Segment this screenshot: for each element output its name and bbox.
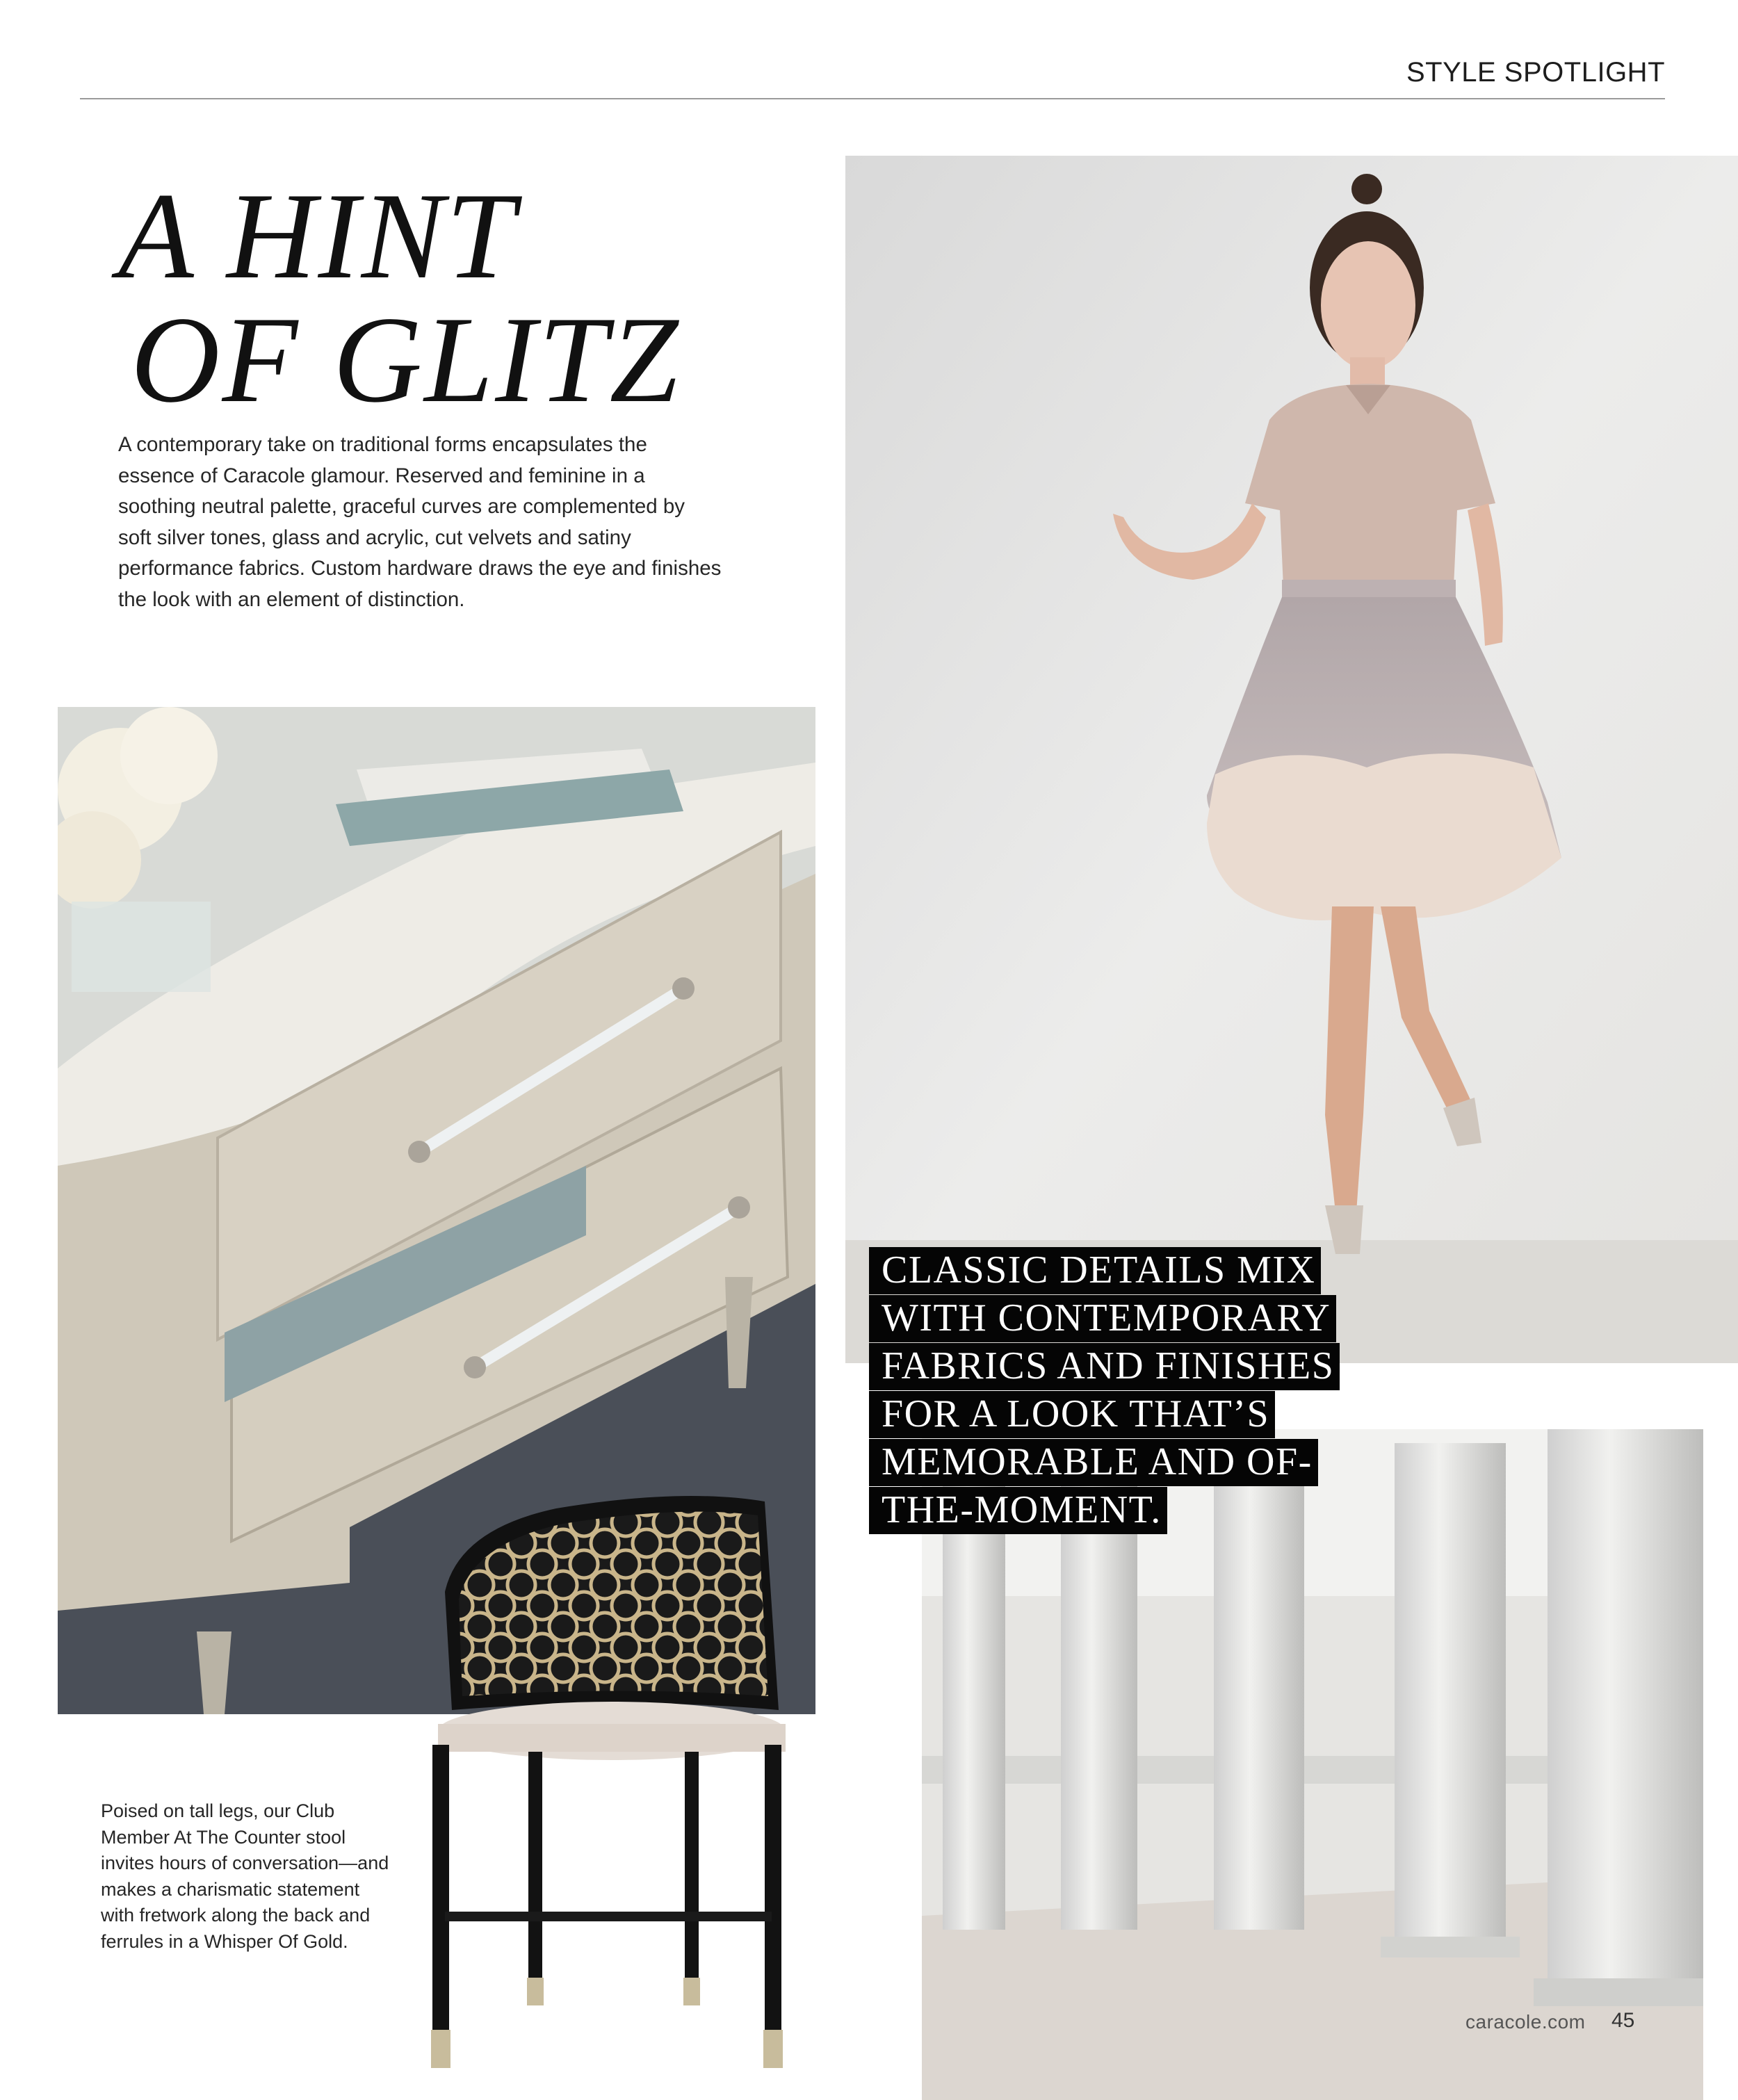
header-rule [80, 98, 1665, 99]
model-photo [845, 156, 1738, 1363]
footer-website: caracole.com [1465, 2011, 1586, 2033]
stool-caption: Poised on tall legs, our Club Member At The Counter stool invites hours of conversation—and makes a charismatic statement with fretwork along the back and ferrules in a Whisper Of Gold. [101, 1800, 389, 1952]
pull-quote-text: CLASSIC DETAILS MIX WITH CONTEMPORARY FABRICS AND FINISHES FOR A LOOK THAT’S MEMORABLE AND OF-THE-MOMENT. [869, 1247, 1340, 1534]
headline-line-1: A HINT [118, 167, 517, 304]
intro-paragraph: A contemporary take on traditional forms encapsulates the essence of Caracole glamour. Reserved and feminine in a soothing neutral palette, graceful curves are complemented by soft silver tones, glass and acrylic, cut velvets and satiny performance fabrics. Custom hardware draws the eye and finishes the look with an element of distinction. [118, 433, 722, 611]
headline [118, 167, 681, 428]
stool-photo [417, 1481, 793, 2068]
section-label: STYLE SPOTLIGHT [1406, 57, 1665, 88]
headline-line-2: OF GLITZ [131, 291, 681, 428]
pull-quote [869, 1246, 1397, 1534]
page-number: 45 [1611, 2009, 1635, 2032]
